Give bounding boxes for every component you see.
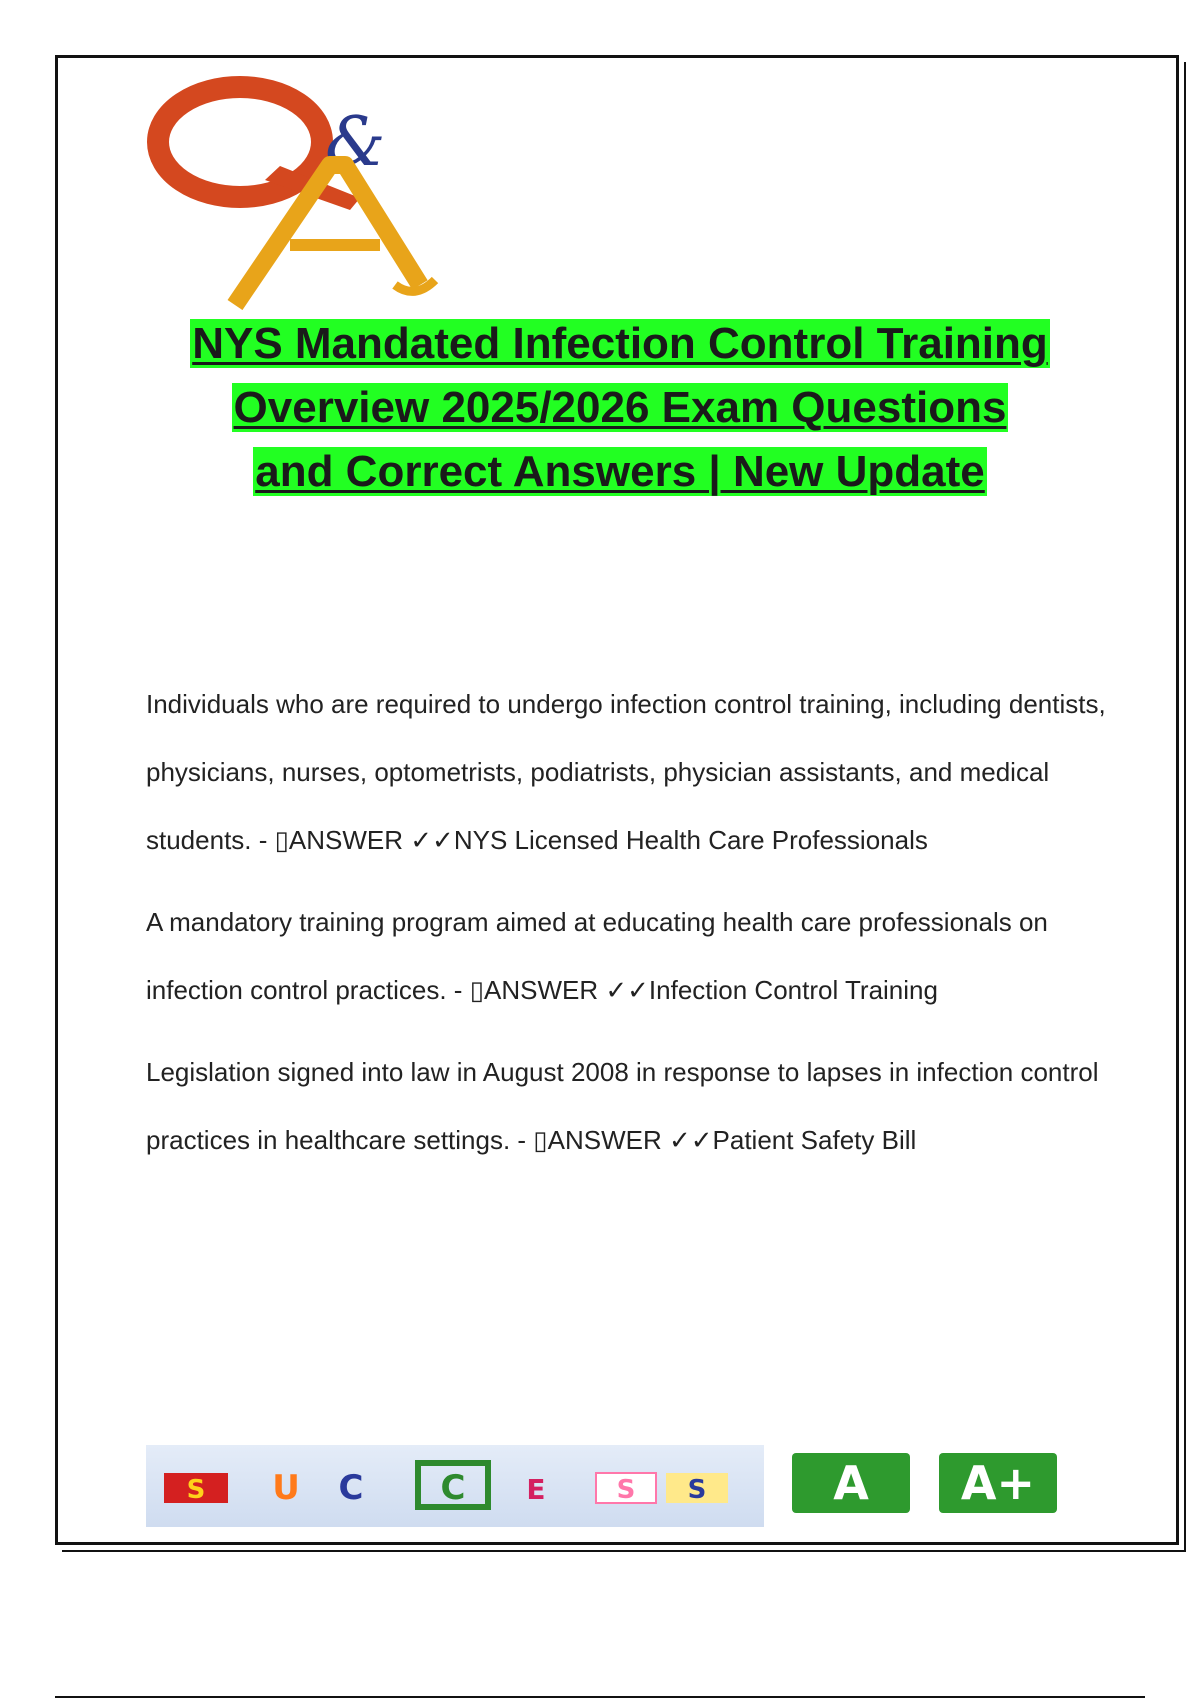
title-line-1: NYS Mandated Infection Control Training (192, 319, 1048, 368)
success-letters-icon (146, 1445, 764, 1527)
svg-text:S: S (687, 1475, 707, 1505)
svg-text:E: E (526, 1473, 546, 1506)
success-banner (146, 1445, 764, 1527)
qa-item-text: Legislation signed into law in August 2008 in response to lapses in infection control practices in healthcare settings. - ▯ANSWER ✓✓Patient Safety Bill (146, 1057, 1099, 1155)
svg-text:C: C (338, 1468, 364, 1508)
document-title (100, 312, 1140, 504)
title-line-2: Overview 2025/2026 Exam Questions (233, 383, 1007, 432)
title-line-3: and Correct Answers | New Update (255, 447, 985, 496)
qa-item-text: Individuals who are required to undergo infection control training, including dentists, physicians, nurses, optometrists, podiatrists, physician assistants, and medical students. - ▯ANSWER ✓✓NYS Licensed Health Care Professionals (146, 689, 1106, 855)
badges-row (146, 1445, 1066, 1530)
q-and-a-logo-icon (145, 70, 475, 310)
svg-text:U: U (272, 1468, 300, 1508)
qa-item-text: A mandatory training program aimed at educating health care professionals on infection control practices. - ▯ANSWER ✓✓Infection Control Training (146, 907, 1048, 1005)
qa-item (146, 888, 1106, 1024)
svg-text:S: S (186, 1475, 206, 1505)
grade-aplus-badge: A+ (939, 1453, 1057, 1513)
qa-item (146, 1038, 1106, 1174)
qa-item (146, 670, 1106, 874)
svg-text:&: & (325, 103, 386, 182)
qa-list (146, 670, 1106, 1188)
page-divider (55, 1696, 1145, 1698)
grade-a-badge: A (792, 1453, 910, 1513)
svg-text:S: S (616, 1475, 636, 1505)
svg-text:C: C (440, 1468, 466, 1508)
